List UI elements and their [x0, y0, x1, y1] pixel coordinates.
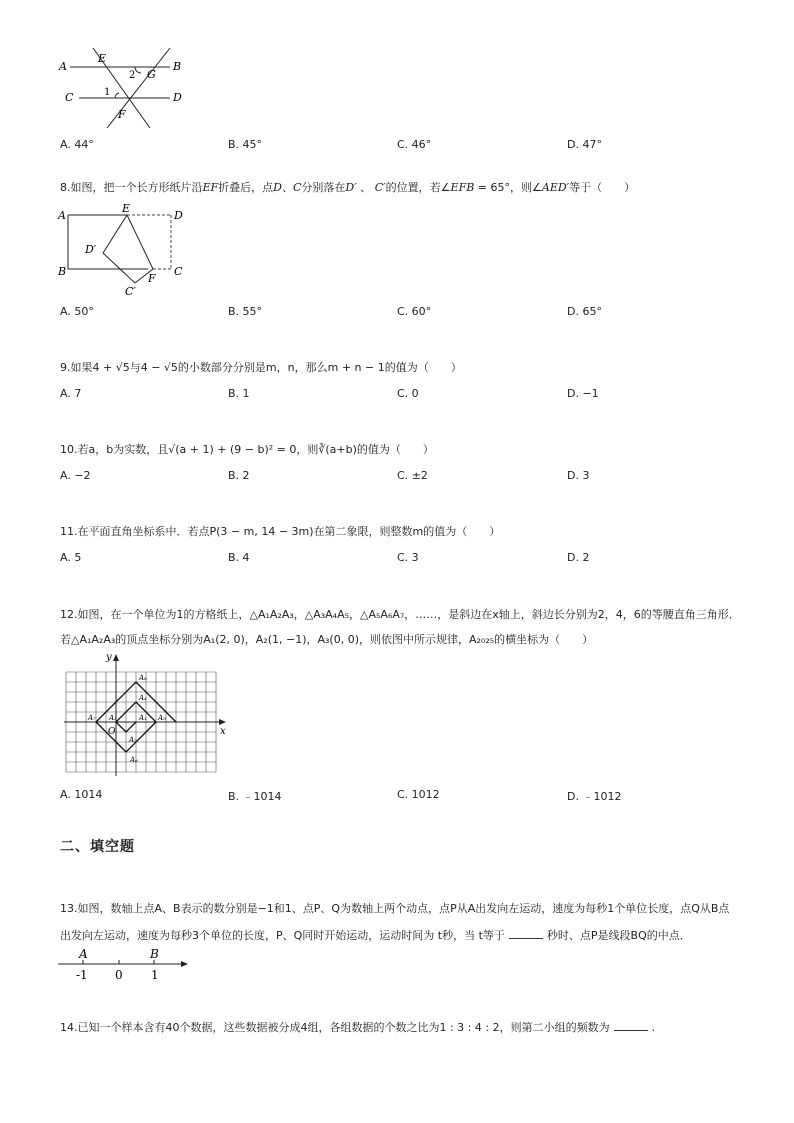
q12-option-d[interactable]: D. ﹣1012 — [567, 790, 622, 803]
q8-label-e: E — [122, 203, 131, 215]
q9-option-b[interactable]: B. 1 — [228, 387, 250, 400]
q7-label-d: D — [173, 91, 182, 104]
q10-options — [60, 469, 740, 485]
q8-figure — [55, 203, 195, 298]
q8-label-c1: C′ — [125, 285, 136, 298]
q12-label-a5: A₅ — [158, 714, 166, 722]
q8-label-f: F — [148, 272, 156, 285]
q7-option-d[interactable]: D. 47° — [567, 138, 602, 151]
q13-label-0: 0 — [115, 968, 123, 982]
q7-option-a[interactable]: A. 44° — [60, 138, 94, 151]
q8-edge-ed1 — [103, 215, 127, 253]
q13-answer-blank[interactable] — [509, 926, 543, 939]
q12-label-a8: A₈ — [139, 674, 147, 682]
q11-option-a[interactable]: A. 5 — [60, 551, 82, 564]
q11-option-d[interactable]: D. 2 — [567, 551, 590, 564]
q12-stem: 12.如图，在一个单位为1的方格纸上，△A₁A₂A₃，△A₃A₄A₅，△A₅A₆A₇，……，是斜边在x轴上，斜边长分别为2，4，6的等腰直角三角形．若△A₁A₂A₃的顶点坐标分别为A₁(2, 0)，A₂(1, −1)，A₃(0, 0)，则依图中所示规律，A₂₀₂₅的横坐标为（ ） — [60, 608, 740, 646]
q7-label-a: A — [59, 60, 67, 73]
q14-stem: 14.已知一个样本含有40个数据，这些数据被分成4组，各组数据的个数之比为1 : 3 : 4 : 2，则第二小组的频数为 . — [60, 1016, 740, 1040]
q8-edge-d1c1 — [103, 253, 135, 283]
q7-angle2-arc — [135, 67, 141, 73]
q13-label-neg1: -1 — [76, 968, 88, 982]
q12-label-x: x — [220, 726, 226, 737]
q9-option-d[interactable]: D. −1 — [567, 387, 599, 400]
q8-option-c[interactable]: C. 60° — [397, 305, 432, 318]
q12-option-c[interactable]: C. 1012 — [397, 788, 440, 801]
q13-stem: 13.如图，数轴上点A、B表示的数分别是−1和1、点P、Q为数轴上两个动点，点P从A出发向左运动，速度为每秒1个单位长度，点Q从B点出发向左运动，速度为每秒3个单位的长度，P、Q同时开始运动，运动时间为 t秒，当 t等于 秒时、点P是线段BQ的中点． — [60, 902, 730, 942]
q7-label-angle1: 1 — [104, 87, 111, 98]
q7-options — [60, 138, 740, 154]
q9-options — [60, 387, 740, 403]
q12-label-a3: A₃ — [109, 714, 117, 722]
q10-stem: 10.若a，b为实数，且√(a + 1) + (9 − b)² = 0，则∛(a+b)的值为（ ） — [60, 443, 434, 456]
q7-option-b[interactable]: B. 45° — [228, 138, 263, 151]
q10-option-b[interactable]: B. 2 — [228, 469, 250, 482]
q8-label-d: D — [174, 209, 183, 222]
q7-label-f: F — [118, 108, 126, 121]
q12-option-a[interactable]: A. 1014 — [60, 788, 103, 801]
q8-option-d[interactable]: D. 65° — [567, 305, 602, 318]
q12-label-a4: A₄ — [139, 694, 147, 702]
q8-options — [60, 305, 740, 321]
q7-angle1-arc — [115, 93, 119, 98]
q10-option-d[interactable]: D. 3 — [567, 469, 590, 482]
q12-x-arrow — [219, 719, 226, 725]
line-g — [107, 48, 170, 128]
q7-figure — [55, 38, 195, 130]
q12-y-arrow — [113, 654, 119, 661]
q9-option-c[interactable]: C. 0 — [397, 387, 419, 400]
q7-label-b: B — [173, 60, 182, 73]
section-heading-fill-in: 二、填空题 — [60, 839, 135, 855]
q11-stem: 11.在平面直角坐标系中．若点P(3 − m, 14 − 3m)在第二象限，则整数m的值为（ ） — [60, 525, 501, 538]
q7-label-angle2: 2 — [129, 70, 136, 81]
q12-option-b[interactable]: B. ﹣1014 — [228, 790, 282, 803]
q12-label-a6: A₆ — [130, 756, 138, 764]
q9-option-a[interactable]: A. 7 — [60, 387, 82, 400]
q13-label-a: A — [79, 947, 88, 961]
q12-label-a7: A₇ — [88, 714, 96, 722]
q12-label-o: O — [108, 727, 116, 737]
q7-option-c[interactable]: C. 46° — [397, 138, 432, 151]
q10-option-a[interactable]: A. −2 — [60, 469, 91, 482]
q13-label-b: B — [150, 947, 159, 961]
q8-label-a: A — [58, 209, 66, 222]
q7-label-c: C — [65, 91, 74, 104]
q12-label-a2: A₂ — [129, 736, 137, 744]
q7-label-g: G — [147, 68, 156, 81]
q11-option-c[interactable]: C. 3 — [397, 551, 419, 564]
q8-option-a[interactable]: A. 50° — [60, 305, 94, 318]
q8-label-b: B — [58, 265, 67, 278]
q8-stem: 8.如图，把一个长方形纸片沿EF折叠后，点D、C分别落在D′ 、 C′的位置，若∠EFB = 65°，则∠AED′等于（ ） — [60, 181, 636, 194]
q11-option-b[interactable]: B. 4 — [228, 551, 250, 564]
q13-number-line — [55, 944, 195, 984]
q12-label-a1: A₁ — [139, 714, 147, 722]
q11-options — [60, 551, 740, 567]
q7-label-e: E — [98, 52, 107, 65]
q8-label-d1: D′ — [85, 243, 97, 256]
q8-edge-ef — [127, 215, 153, 269]
q13-arrow — [181, 961, 188, 967]
q8-label-c: C — [174, 265, 183, 278]
q13-label-1: 1 — [151, 968, 159, 982]
q10-option-c[interactable]: C. ±2 — [397, 469, 428, 482]
q9-stem: 9.如果4 + √5与4 − √5的小数部分分别是m，n，那么m + n − 1的值为（ ） — [60, 361, 462, 374]
q12-label-y: y — [106, 652, 112, 663]
q12-figure — [58, 650, 238, 782]
q8-option-b[interactable]: B. 55° — [228, 305, 263, 318]
q14-answer-blank[interactable] — [614, 1018, 648, 1031]
q12-options — [60, 788, 740, 804]
